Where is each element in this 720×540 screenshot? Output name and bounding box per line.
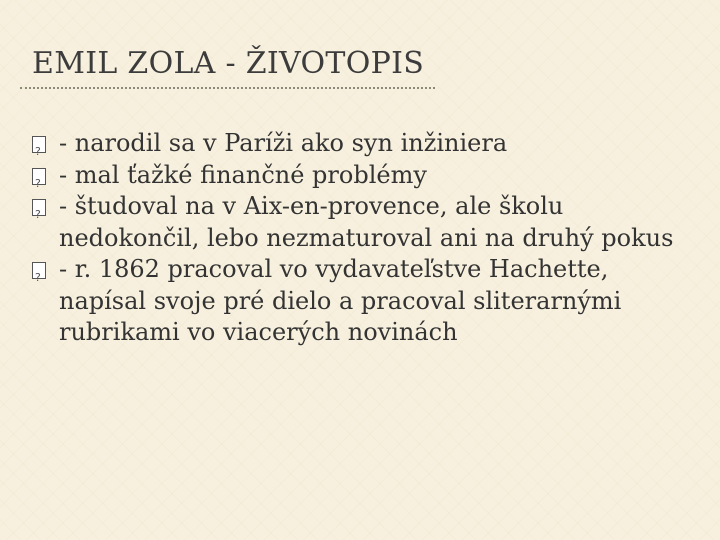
bullet-text: - mal ťažké finančné problémy <box>59 160 427 189</box>
bullet-item <box>32 254 702 349</box>
bullet-text: - r. 1862 pracoval vo vydavateľstve Hachette, napísal svoje pré dielo a pracoval sliterarnými rubrikami vo viacerých novinách <box>59 255 622 346</box>
bullet-item <box>32 160 702 192</box>
bullet-text: - narodil sa v Paríži ako syn inžiniera <box>59 129 508 157</box>
slide-title: EMIL ZOLA - ŽIVOTOPIS <box>32 46 425 81</box>
bullet-item <box>32 191 702 254</box>
missing-glyph-box-icon <box>32 168 46 185</box>
bullet-text: - študoval na v Aix-en-provence, ale školu nedokončil, lebo nezmaturoval ani na druhý pokus <box>59 192 674 252</box>
missing-glyph-box-icon <box>32 136 46 153</box>
missing-glyph-box-icon <box>32 199 46 216</box>
bullet-item <box>32 128 702 160</box>
bullet-list <box>32 128 702 349</box>
title-underline <box>20 87 435 89</box>
missing-glyph-box-icon <box>32 262 46 279</box>
